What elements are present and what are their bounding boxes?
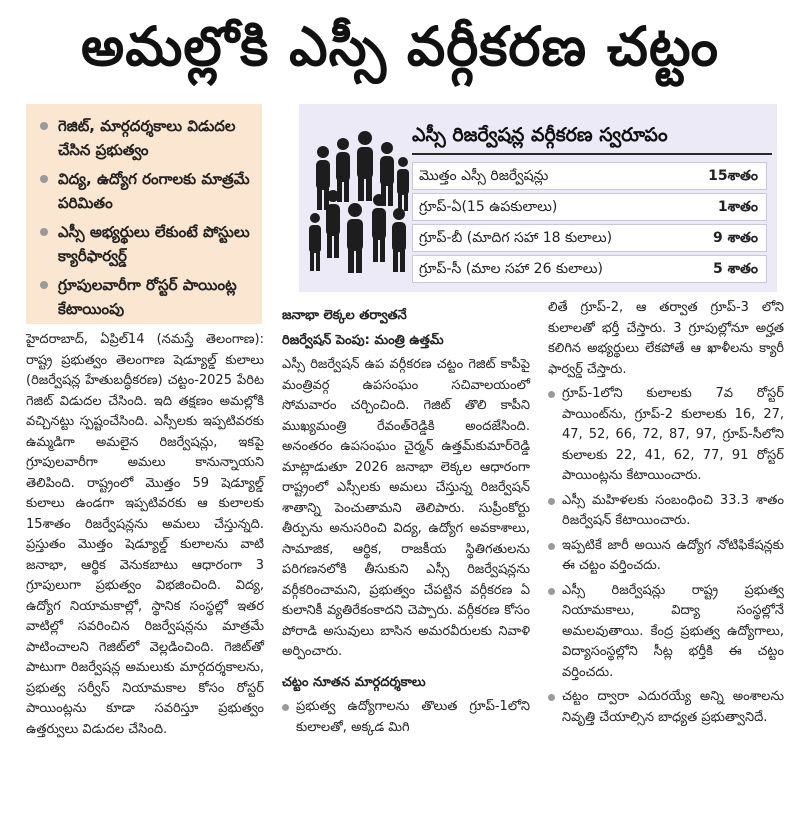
bullet-icon: [40, 122, 48, 130]
article-body: ఎస్సీ రిజర్వేషన్ ఉప వర్గీకరణ చట్టం గెజిట్ కాపీపై మంత్రివర్గ ఉపసంఘం సచివాలయంలో సోమవారం చర్చించింది. గెజిట్ తొలి కాపీని ముఖ్యమంత్రి రేవంత్‌రెడ్డికి అందజేసింది. అనంతరం ఉపసంఘం చైర్మన్ ఉత్తమ్‌కుమార్‌రెడ్డి మాట్లాడుతూ 2026 జనాభా లెక్కల ఆధారంగా రాష్ట్రంలో ఎస్సీలకు అమలు చేస్తున్న రిజర్వేషన్ శాతాన్ని పెంచుతామని తెలిపారు. సుప్రీంకోర్టు తీర్పును అనుసరించి విద్య, ఉద్యోగ అవకాశాలు, సామాజిక, ఆర్థిక, రాజకీయ స్థితిగతులను పరిగణనలోకి తీసుకుని ఎస్సీ రిజర్వేషన్లను వర్గీకరించామని, ప్రభుత్వం చేపట్టిన వర్గీకరణ ఏ కులానికీ వ్యతిరేకంకాదని చెప్పారు. వర్గీకరణ కోసం పోరాడి అసువులు బాసిన అమరవీరులకు నివాళి అర్పించారు.: [282, 357, 530, 659]
row-label: మొత్తం ఎస్సీ రిజర్వేషన్లు: [419, 168, 549, 184]
highlights-box: [26, 104, 262, 324]
bullet-icon: [548, 498, 555, 505]
title-divider: [412, 153, 772, 155]
table-row: [412, 193, 767, 221]
highlight-item: గెజిట్, మార్గదర్శకాలు విడుదల చేసిన ప్రభుత్వం: [36, 114, 252, 162]
highlight-item: ఎస్సీ అభ్యర్థులు లేకుంటే పోస్టులు క్యారీఫార్వర్డ్: [36, 220, 252, 268]
subheading: జనాభా లెక్కల తర్వాతనే: [282, 308, 407, 323]
bullet-icon: [548, 543, 555, 550]
row-label: గ్రూప్-సీ (మాల సహా 26 కులాలు): [419, 261, 603, 277]
guideline-bullet: ఎస్సీ రిజర్వేషన్లు రాష్ట్ర ప్రభుత్వ నియామకాలు, విద్యా సంస్థల్లోనే అమలవుతాయి. కేంద్ర ప్రభుత్వ ఉద్యోగాలు, విద్యాసంస్థల్లోని సీట్ల భర్తీకి ఈ చట్టం వర్తించదు.: [548, 581, 784, 684]
highlight-item: విద్య, ఉద్యోగ రంగాలకు మాత్రమే పరిమితం: [36, 167, 252, 215]
highlight-item: గ్రూపులవారీగా రోస్టర్ పాయింట్ల కేటాయింపు: [36, 273, 252, 321]
spacer: [282, 663, 530, 673]
bullet-icon: [548, 694, 555, 701]
row-value: 5 శాతం: [713, 261, 758, 277]
article-column-1: [26, 330, 264, 740]
bullet-icon: [548, 391, 555, 398]
article-body: లితే గ్రూప్-2, ఆ తర్వాత గ్రూప్-3 లోని కులాలతో భర్తీ చేస్తారు. 3 గ్రూపుల్లోనూ అర్హత కలిగిన అభ్యర్థులు లేకపోతే ఆ ఖాళీలను క్యారీ ఫార్వర్డ్ చేస్తారు.: [548, 300, 784, 377]
row-value: 9 శాతం: [713, 230, 758, 246]
guideline-bullet: ఎస్సీ మహిళలకు సంబంధించి 33.3 శాతం రిజర్వేషన్ కేటాయించారు.: [548, 491, 784, 532]
table-row: [412, 255, 767, 283]
bullet-icon: [548, 588, 555, 595]
bullet-icon: [40, 175, 48, 183]
article-body: హైదరాబాద్, ఏప్రిల్14 (నమస్తే తెలంగాణ): రాష్ట్ర ప్రభుత్వం తెలంగాణ షెడ్యూల్డ్ కులాలు (రిజర్వేషన్ల హేతుబద్ధీకరణ) చట్టం-2025 పేరిట గెజిట్ విడుదల చేసింది. ఇది తక్షణం అమల్లోకి వచ్చినట్టు స్పష్టంచేసింది. ఎస్సీలకు ఇప్పటివరకు ఉమ్మడిగా అమలైన రిజర్వేషన్లు, ఇకపై గ్రూపులవారీగా అమలు కానున్నాయని తెలిపింది. రాష్ట్రంలో మొత్తం 59 షెడ్యూల్డ్ కులాలు ఉండగా ఇప్పటివరకు ఆ కులాలకు 15శాతం రిజర్వేషన్లను అమలు చేస్తున్నది. ప్రస్తుతం మొత్తం షెడ్యూల్డ్ కులాలను వాటి జనాభా, ఆర్థిక వెనుకబాటు ఆధారంగా 3 గ్రూపులుగా ప్రభుత్వం విభజించింది. విద్య, ఉద్యోగ నియామకాల్లో, స్థానిక సంస్థల్లో ఇతర వాటిల్లో సవరించిన రిజర్వేషన్లను మాత్రమే పాటించాలని గెజిట్‌లో వెల్లడించింది. గెజిట్‌తో పాటుగా రిజర్వేషన్ల అమలుకు మార్గదర్శకాలను, ప్రభుత్వ సర్వీస్ నియామకాల కోసం రోస్టర్ పాయింట్లను కూడా సవరిస్తూ ప్రభుత్వం ఉత్తర్వులు విడుదల చేసింది.: [26, 332, 264, 737]
table-row: [412, 162, 767, 190]
subheading: రిజర్వేషన్ పెంపు: మంత్రి ఉత్తమ్: [282, 332, 444, 348]
row-value: 15శాతం: [708, 168, 758, 184]
guideline-bullet: ఇప్పటికే జారీ అయిన ఉద్యోగ నోటిఫికేషన్లకు ఈ చట్టం వర్తించదు.: [548, 536, 784, 577]
headline: అమల్లోకి ఎస్సీ వర్గీకరణ చట్టం: [81, 15, 719, 78]
bullet-icon: [40, 228, 48, 236]
bullet-icon: [282, 704, 289, 711]
subheading: చట్టం నూతన మార్గదర్శకాలు: [282, 674, 426, 690]
table-title: ఎస్సీ రిజర్వేషన్ల వర్గీకరణ స్వరూపం: [412, 124, 668, 146]
bullet-icon: [40, 281, 48, 289]
classification-table-box: [299, 104, 777, 292]
guideline-bullet: ప్రభుత్వ ఉద్యోగాలను తొలుత గ్రూప్-1లోని కులాలతో, అక్కడ మిగి: [282, 697, 530, 738]
row-label: గ్రూప్-ఏ(15 ఉపకులాలు): [419, 199, 558, 215]
table-row: [412, 224, 767, 252]
people-crowd-icon: [307, 118, 411, 278]
row-label: గ్రూప్-బీ (మాదిగ సహా 18 కులాలు): [419, 230, 613, 246]
guideline-bullet: చట్టం ద్వారా ఎదురయ్యే అన్ని అంశాలను నివృత్తి చేయాల్సిన బాధ్యత ప్రభుత్వానిదే.: [548, 687, 784, 728]
article-column-3: [548, 298, 784, 732]
article-column-2: [282, 306, 530, 742]
row-value: 1శాతం: [717, 199, 758, 215]
guideline-bullet: గ్రూప్-1లోని కులాలకు 7వ రోస్టర్ పాయింట్‌ను, గ్రూప్-2 కులాలకు 16, 27, 47, 52, 66, 72, 87, 97, గ్రూప్-సీలోని కులాలకు 22, 41, 62, 77, 91 రోస్టర్ పాయింట్లను కేటాయించారు.: [548, 384, 784, 487]
